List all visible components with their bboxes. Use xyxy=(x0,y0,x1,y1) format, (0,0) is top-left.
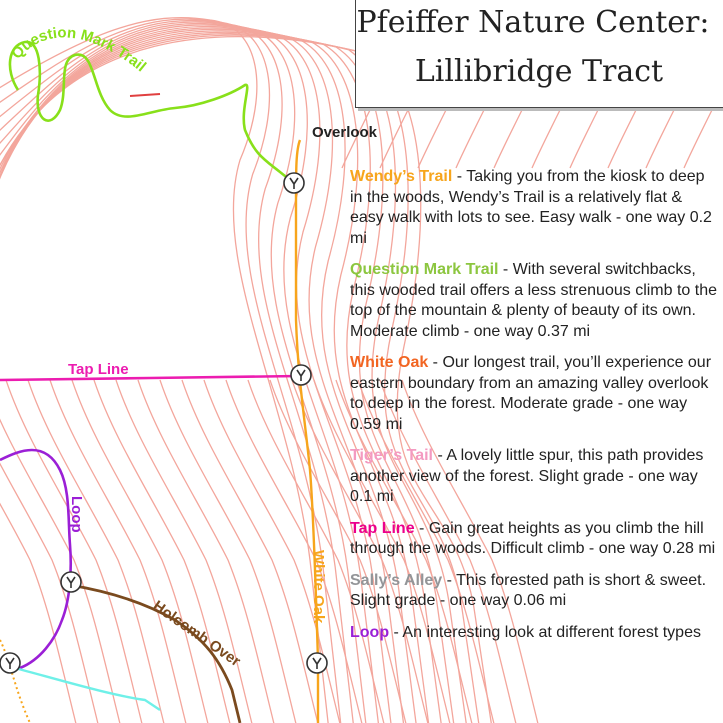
signpost-icon[interactable] xyxy=(291,365,311,385)
contour-line xyxy=(116,380,256,723)
map-title: Pfeiffer Nature Center: xyxy=(356,5,710,40)
question-mark-trail-label: Question Mark Trail xyxy=(8,24,150,76)
contour-line xyxy=(494,110,522,168)
contour-line xyxy=(684,110,712,168)
trail-entry-name: Loop xyxy=(350,623,390,641)
trail-entry-description: - Taking you from the kiosk to deep in the woods, Wendy’s Trail is a relatively flat & easy walk with lots to see. Easy walk - one way 0.2 mi xyxy=(350,168,712,247)
sallys-alley-trail-path[interactable] xyxy=(15,668,160,710)
contour-line xyxy=(0,380,124,723)
white-oak-trail-path[interactable] xyxy=(296,140,318,723)
contour-line xyxy=(182,380,322,723)
holcomb-over-label: Holcomb Over xyxy=(149,597,244,671)
contour-line xyxy=(456,110,484,168)
map-subtitle: Lillibridge Tract xyxy=(414,54,664,89)
trail-entry-name: Tiger’s Tail xyxy=(350,447,433,464)
contour-line xyxy=(28,380,168,723)
trail-entry-description: - Our longest trail, you’ll experience our eastern boundary from an amazing valley overlook to deep in the forest. Moderate grade - one way 0.59 mi xyxy=(350,354,712,433)
contour-line xyxy=(138,380,278,723)
signposts xyxy=(0,173,327,673)
trail-entry-name: White Oak xyxy=(350,354,429,371)
contour-line xyxy=(608,110,636,168)
trail-entry-description: - With several switchbacks, this wooded trail offers a less strenuous climb to the top of the mountain & plenty of beauty of its own. Moderate climb - one way 0.37 mi xyxy=(350,261,717,340)
title-box xyxy=(355,0,723,108)
contour-line xyxy=(72,380,212,723)
trail-entry-name: Wendy’s Trail xyxy=(350,168,453,185)
overlook-label: Overlook xyxy=(312,124,378,141)
trail-entry xyxy=(350,571,720,612)
question-mark-trail-path[interactable] xyxy=(10,42,290,180)
signpost-icon[interactable] xyxy=(307,653,327,673)
trail-entry xyxy=(350,519,720,560)
contour-line xyxy=(570,110,598,168)
trail-entry-name: Sally’s Alley xyxy=(350,571,443,589)
contour-line xyxy=(418,110,446,168)
trail-entry xyxy=(350,623,720,644)
trail-entry xyxy=(350,167,720,249)
trail-entry-name: Question Mark Trail xyxy=(350,261,499,278)
tap-line-trail-path[interactable] xyxy=(0,376,300,380)
trail-entry-description: - This forested path is short & sweet. Slight grade - one way 0.06 mi xyxy=(350,571,707,609)
white-oak-label: White Oak xyxy=(310,550,327,624)
trail-entry-description: - A lovely little spur, this path provides another view of the forest. Slight grade - one way 0.1 mi xyxy=(350,447,704,505)
signpost-icon[interactable] xyxy=(61,572,81,592)
trail-legend xyxy=(350,167,723,654)
contour-line xyxy=(94,380,234,723)
loop-label: Loop xyxy=(68,496,85,533)
tap-line-label: Tap Line xyxy=(68,361,129,378)
contour-line xyxy=(646,110,674,168)
trail-entry-description: - Gain great heights as you climb the hill through the woods. Difficult climb - one way 0.28 mi xyxy=(350,519,716,557)
contour-line xyxy=(160,380,300,723)
orange-dotted-trail xyxy=(0,640,30,723)
signpost-icon[interactable] xyxy=(284,173,304,193)
trail-entry xyxy=(350,446,720,508)
contour-line xyxy=(532,110,560,168)
trail-entry-name: Tap Line xyxy=(350,519,415,537)
trail-entry xyxy=(350,353,720,435)
question-mark-accent xyxy=(130,94,160,96)
trail-entry-description: - An interesting look at different forest types xyxy=(389,623,701,641)
trail-entry xyxy=(350,260,720,342)
signpost-icon[interactable] xyxy=(0,653,20,673)
